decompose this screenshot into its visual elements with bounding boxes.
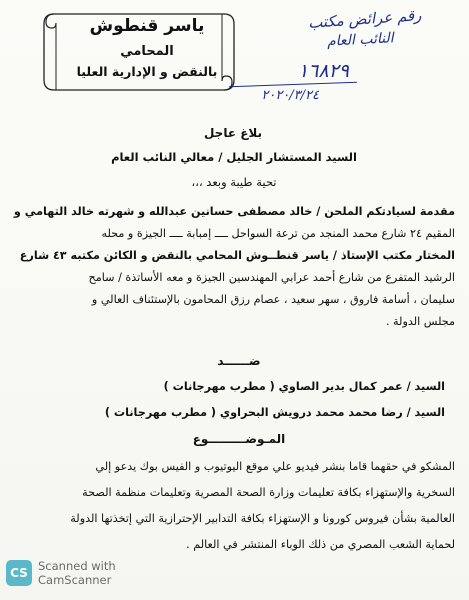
against-heading: ضــــــد [217,354,261,368]
handwritten-underline [229,82,357,87]
document-title: بلاغ عاجل [203,126,263,140]
subject-paragraph-line-2: السخرية والإستهزاء بكافة تعليمات وزارة الصحة المصرية وتعليمات منظمة الصحة [82,486,455,499]
letterhead-role: المحامي [120,44,174,59]
subject-paragraph-line-4: لحماية الشعب المصري من ذلك الوباء المنتشر في العالم . [186,538,455,551]
intro-line-1: مقدمة لسيادتكم الملحن / خالد مصطفى حسانين عبدالله و شهرته خالد التهامي و [13,205,455,218]
handwritten-note-line1: رقم عرائض مكتب [307,6,422,32]
watermark-line-2: CamScanner [38,573,112,587]
defendant-2: السيد / رضا محمد محمد درويش البحراوي ( مطرب مهرجانات ) [104,406,445,419]
intro-line-3: المختار مكتب الإستاذ / ياسر قنطــوش المحامي بالنقض و الكائن مكتبه ٤٣ شارع [19,249,455,262]
letterhead-scroll [40,6,238,98]
intro-line-5: سليمان ، أسامة فاروق ، سهر سعيد ، عصام رزق المحامون بالإستئناف العالي و [91,293,455,306]
handwritten-registration-number: ١٦٨٢٩ [297,60,349,82]
intro-line-6: مجلس الدولة . [385,315,455,328]
camscanner-watermark [38,559,116,587]
intro-line-4: الرشيد المتفرع من شارع أحمد عرابي المهندسين الجيزة و معه الأساتذة / سامح [88,271,455,284]
handwritten-note-line2: النائب العام [327,30,395,50]
handwritten-date: ٢٠٢٠/٣/٢٤ [261,88,319,103]
camscanner-logo-icon: CS [6,560,32,586]
letterhead-name: ياسر قنطوش [89,16,205,36]
addressee: السيد المستشار الجليل / معالي النائب العام [111,150,357,164]
watermark-line-1: Scanned with [38,559,116,573]
subject-heading: المـوضـــــــــوع [192,432,286,446]
defendant-1: السيد / عمر كمال بدير الصاوي ( مطرب مهرجانات ) [163,380,445,393]
intro-line-2: المقيم ٢٤ شارع محمد المنجد من ترعة السواحل ــــ إمبابة ــــ الجيزة و محله [101,227,455,240]
greeting: تحية طيبة وبعد ،،، [191,175,277,189]
subject-paragraph-line-3: العالمية بشأن فيروس كورونا و الإستهزاء بكافة التدابير الإحترازية التي إتخذتها الدولة [70,512,455,525]
letterhead-specialty: بالنقض و الإدارية العليا [76,64,218,79]
subject-paragraph-line-1: المشكو في حقهما قاما بنشر فيديو علي موقع اليوتيوب و الفيس بوك يدعو إلي [95,460,455,473]
